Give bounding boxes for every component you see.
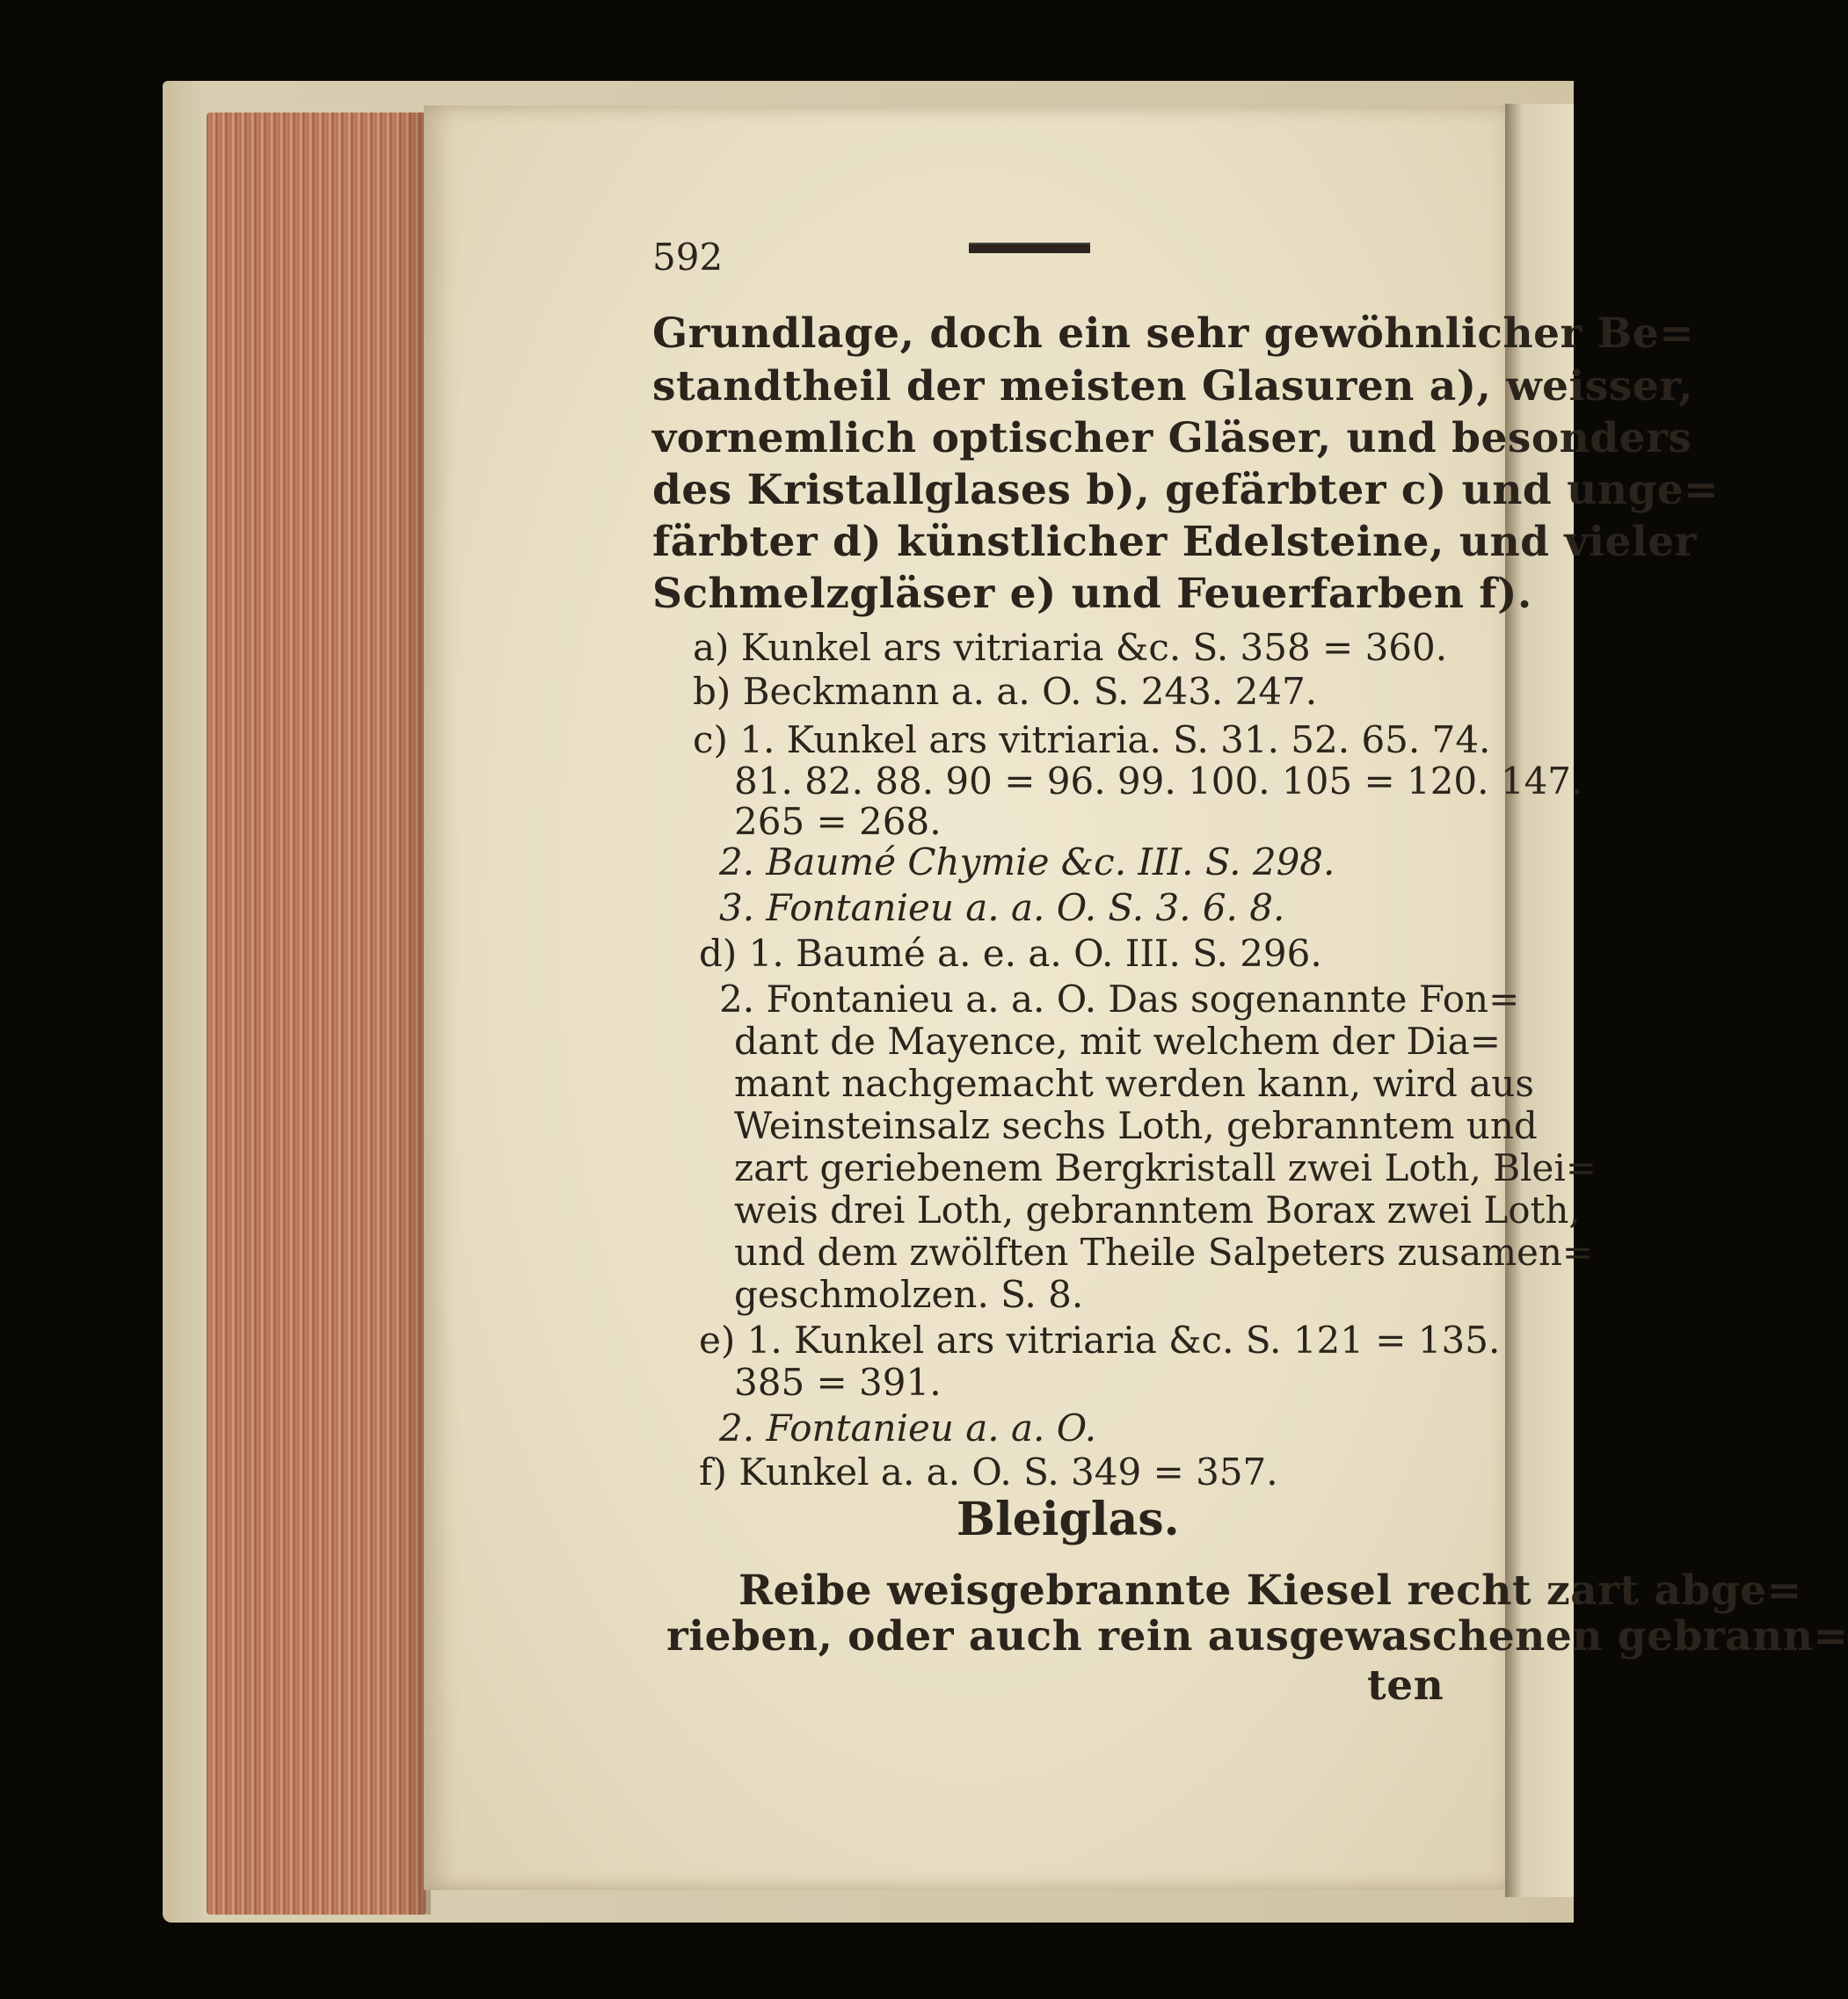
footnote-line: zart geriebenem Bergkristall zwei Loth, Blei= xyxy=(734,1146,1597,1189)
catchword: ten xyxy=(1367,1661,1444,1710)
footnote-line: d) 1. Baumé a. e. a. O. III. S. 296. xyxy=(699,932,1322,975)
section-line: Reibe weisgebrannte Kiesel recht zart abge= xyxy=(738,1566,1802,1615)
body-line: Grundlage, doch ein sehr gewöhnlicher Be= xyxy=(652,309,1695,358)
footnote-line: b) Beckmann a. a. O. S. 243. 247. xyxy=(693,670,1318,713)
footnote-line: c) 1. Kunkel ars vitriaria. S. 31. 52. 65. 74. xyxy=(693,718,1491,761)
footnote-line: 2. Fontanieu a. a. O. Das sogenannte Fon= xyxy=(719,978,1520,1021)
section-line: rieben, oder auch rein ausgewaschenen gebrann= xyxy=(666,1612,1848,1661)
footnote-line: weis drei Loth, gebranntem Borax zwei Loth, xyxy=(734,1188,1581,1232)
footnote-line: dant de Mayence, mit welchem der Dia= xyxy=(734,1020,1501,1063)
footnote-line: 2. Fontanieu a. a. O. xyxy=(719,1407,1097,1450)
footnote-line: f) Kunkel a. a. O. S. 349 = 357. xyxy=(699,1450,1278,1494)
footnote-line: 385 = 391. xyxy=(734,1361,942,1404)
header-rule xyxy=(969,243,1090,253)
footnote-line: a) Kunkel ars vitriaria &c. S. 358 = 360. xyxy=(693,626,1448,669)
footnote-line: geschmolzen. S. 8. xyxy=(734,1273,1084,1316)
footnote-line: und dem zwölften Theile Salpeters zusamen= xyxy=(734,1231,1594,1274)
body-line: vornemlich optischer Gläser, und besonders xyxy=(652,414,1692,462)
footnote-line: 265 = 268. xyxy=(734,800,942,843)
page-number: 592 xyxy=(652,236,724,279)
section-heading: Bleiglas. xyxy=(957,1493,1180,1546)
body-line: färbter d) künstlicher Edelsteine, und vieler xyxy=(652,518,1697,566)
footnote-line: 81. 82. 88. 90 = 96. 99. 100. 105 = 120. 147. xyxy=(734,760,1583,803)
footnote-line: 2. Baumé Chymie &c. III. S. 298. xyxy=(719,840,1335,883)
page-block-edge xyxy=(207,113,426,1915)
footnote-line: mant nachgemacht werden kann, wird aus xyxy=(734,1062,1534,1105)
body-line: Schmelzgläser e) und Feuerfarben f). xyxy=(652,570,1532,618)
footnote-line: 3. Fontanieu a. a. O. S. 3. 6. 8. xyxy=(719,886,1285,929)
body-line: des Kristallglases b), gefärbter c) und unge= xyxy=(652,466,1720,514)
footnote-line: e) 1. Kunkel ars vitriaria &c. S. 121 = 135. xyxy=(699,1319,1501,1362)
footnote-line: Weinsteinsalz sechs Loth, gebranntem und xyxy=(734,1104,1538,1147)
body-line: standtheil der meisten Glasuren a), weisser, xyxy=(652,362,1693,411)
